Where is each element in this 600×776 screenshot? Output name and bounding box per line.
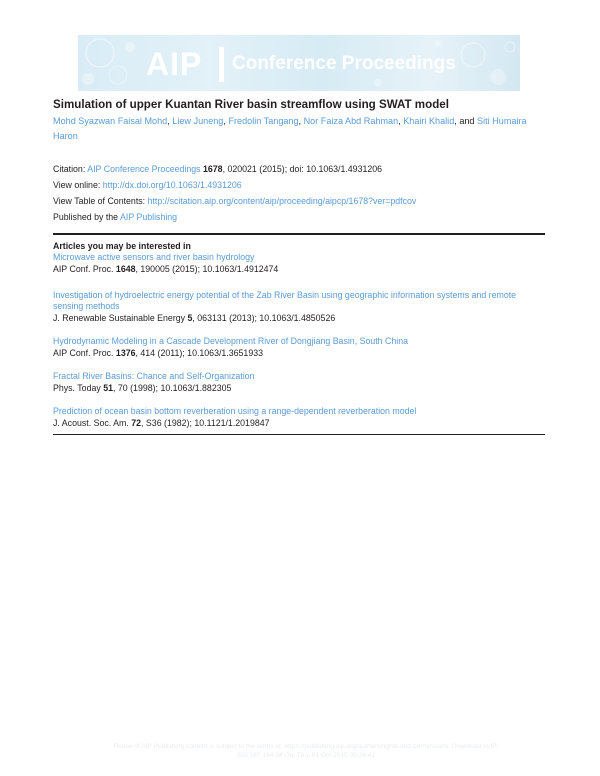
page-title: Simulation of upper Kuantan River basin streamflow using SWAT model	[53, 98, 449, 111]
related-article	[53, 371, 545, 394]
related-article	[53, 252, 545, 275]
author-list: Mohd Syazwan Faisal Mohd, Liew Juneng, Fredolin Tangang, Nor Faiza Abd Rahman, Khairi Khalid, and Siti Humaira Haron	[53, 116, 527, 141]
related-article-citation: AIP Conf. Proc. 1376, 414 (2011); 10.1063/1.3651933	[53, 348, 263, 358]
download-footer: Reuse of AIP Publishing content is subject to the terms at: https://publishing.aip.org/authors/rights-and-permissions. Download to IP: 202.187.164.34 On: Thu, 01 Oct 2015 05:26:41	[113, 743, 499, 759]
related-article-citation: J. Acoust. Soc. Am. 72, S36 (1982); 10.1121/1.2019847	[53, 418, 270, 428]
author-link[interactable]: Nor Faiza Abd Rahman	[303, 116, 399, 126]
aip-banner	[78, 35, 520, 91]
view-online-line: View online: http://dx.doi.org/10.1063/1.4931206	[53, 180, 242, 190]
related-article-link[interactable]: Fractal River Basins: Chance and Self-Organization	[53, 371, 255, 381]
related-article-link[interactable]: Investigation of hydroelectric energy potential of the Zab River Basin using geographic information systems and remote sensing methods	[53, 290, 517, 311]
divider-bottom	[53, 434, 545, 435]
author-link[interactable]: Liew Juneng	[172, 116, 224, 126]
author-link[interactable]: Siti Humaira Haron	[53, 116, 527, 141]
divider-top	[53, 233, 545, 235]
citation-line: Citation: AIP Conference Proceedings 1678, 020021 (2015); doi: 10.1063/1.4931206	[53, 164, 383, 174]
author-link[interactable]: Mohd Syazwan Faisal Mohd	[53, 116, 168, 126]
related-article-link[interactable]: Microwave active sensors and river basin hydrology	[53, 252, 255, 262]
publisher-line: Published by the AIP Publishing	[53, 212, 178, 222]
toc-line: View Table of Contents: http://scitation.aip.org/content/aip/proceeding/aipcp/1678?ver=pdfcov	[53, 196, 417, 206]
author-link[interactable]: Fredolin Tangang	[228, 116, 299, 126]
journal-link[interactable]: AIP Conference Proceedings	[87, 164, 201, 174]
related-article-link[interactable]: Hydrodynamic Modeling in a Cascade Development River of Dongjiang Basin, South China	[53, 336, 408, 346]
logo-divider	[219, 47, 224, 82]
aip-logo: AIP	[146, 46, 203, 82]
related-article	[53, 336, 545, 359]
citation-details: , 020021 (2015); doi: 10.1063/1.4931206	[222, 164, 383, 174]
publisher-link[interactable]: AIP Publishing	[120, 212, 178, 222]
related-article-citation: Phys. Today 51, 70 (1998); 10.1063/1.882305	[53, 383, 232, 393]
related-article	[53, 406, 545, 429]
toc-link[interactable]: http://scitation.aip.org/content/aip/proceeding/aipcp/1678?ver=pdfcov	[147, 196, 417, 206]
doi-link[interactable]: http://dx.doi.org/10.1063/1.4931206	[102, 180, 242, 190]
author-link[interactable]: Khairi Khalid	[403, 116, 455, 126]
related-article	[53, 290, 545, 324]
citation-volume: 1678	[203, 164, 223, 174]
related-article-link[interactable]: Prediction of ocean basin bottom reverberation using a range-dependent reverberation model	[53, 406, 417, 416]
related-article-citation: AIP Conf. Proc. 1648, 190005 (2015); 10.1063/1.4912474	[53, 264, 279, 274]
banner-product-name: Conference Proceedings	[232, 53, 456, 74]
related-article-citation: J. Renewable Sustainable Energy 5, 063131 (2013); 10.1063/1.4850526	[53, 313, 336, 323]
related-heading: Articles you may be interested in	[53, 241, 191, 251]
